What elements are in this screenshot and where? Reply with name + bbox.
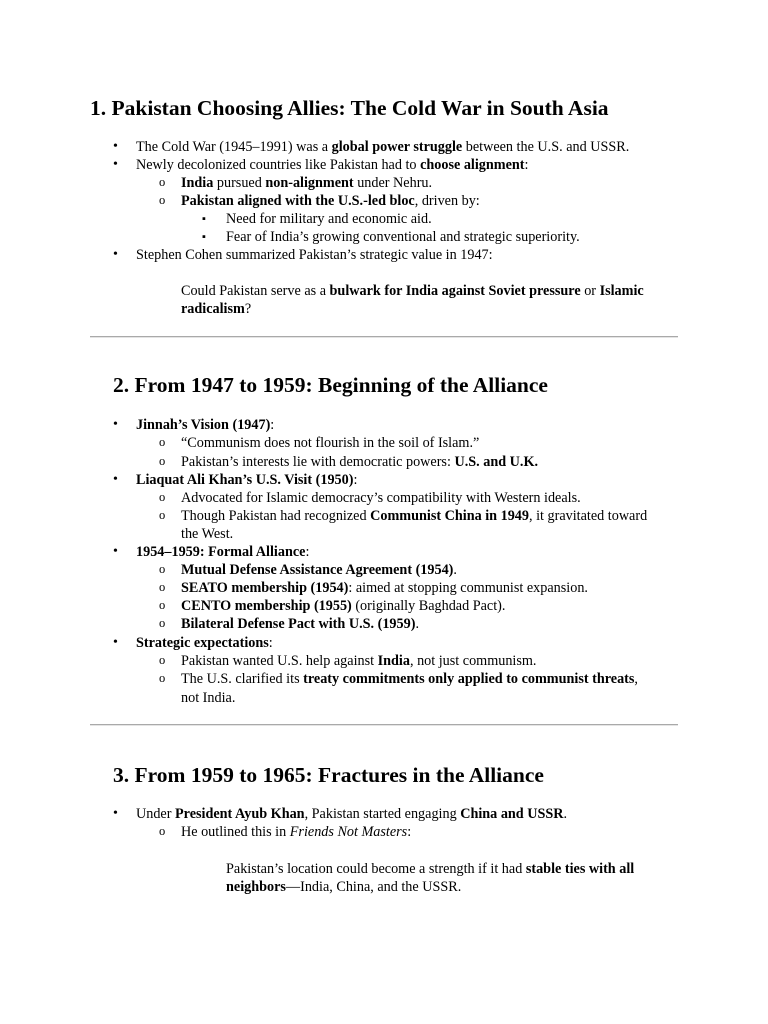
bullet-item: • The Cold War (1945–1991) was a global power struggle between the U.S. and USSR. xyxy=(136,138,629,156)
sub-sub-bullet-item: ▪ Need for military and economic aid. xyxy=(226,210,432,228)
sub-bullet-item: o “Communism does not flourish in the soil of Islam.” xyxy=(181,434,479,452)
section-heading: 3. From 1959 to 1965: Fractures in the Alliance xyxy=(113,763,544,787)
sub-bullet-continuation: the West. xyxy=(181,526,234,542)
section-divider xyxy=(90,724,678,726)
sub-sub-bullet-item: ▪ Fear of India’s growing conventional and strategic superiority. xyxy=(226,228,580,246)
blockquote-line: Could Pakistan serve as a bulwark for India against Soviet pressure or Islamic xyxy=(181,283,644,299)
sub-bullet-item: o He outlined this in Friends Not Masters: xyxy=(181,823,411,841)
blockquote-line: Pakistan’s location could become a strength if it had stable ties with all xyxy=(226,861,635,877)
section-heading: 2. From 1947 to 1959: Beginning of the Alliance xyxy=(113,373,548,397)
bullet-item: • 1954–1959: Formal Alliance: xyxy=(136,543,309,561)
sub-bullet-continuation: not India. xyxy=(181,690,236,706)
bullet-item: • Under President Ayub Khan, Pakistan started engaging China and USSR. xyxy=(136,805,567,823)
sub-bullet-item: o India pursued non-alignment under Nehru. xyxy=(181,174,432,192)
bullet-item: • Liaquat Ali Khan’s U.S. Visit (1950): xyxy=(136,471,357,489)
blockquote-line: neighbors—India, China, and the USSR. xyxy=(226,879,462,895)
blockquote-line: radicalism? xyxy=(181,301,252,317)
sub-bullet-item: o Pakistan aligned with the U.S.-led bloc, driven by: xyxy=(181,192,480,210)
sub-bullet-item: o Advocated for Islamic democracy’s compatibility with Western ideals. xyxy=(181,489,581,507)
sub-bullet-item: o Pakistan’s interests lie with democratic powers: U.S. and U.K. xyxy=(181,453,538,471)
sub-bullet-item: o Pakistan wanted U.S. help against India, not just communism. xyxy=(181,652,536,670)
sub-bullet-item: o Bilateral Defense Pact with U.S. (1959). xyxy=(181,615,419,633)
sub-bullet-item: o Mutual Defense Assistance Agreement (1954). xyxy=(181,561,457,579)
sub-bullet-item: o The U.S. clarified its treaty commitments only applied to communist threats, xyxy=(181,670,638,688)
sub-bullet-item: o Though Pakistan had recognized Communist China in 1949, it gravitated toward xyxy=(181,507,647,525)
bullet-item: • Newly decolonized countries like Pakistan had to choose alignment: xyxy=(136,156,528,174)
bullet-item: • Strategic expectations: xyxy=(136,634,273,652)
bullet-item: • Stephen Cohen summarized Pakistan’s strategic value in 1947: xyxy=(136,246,493,264)
bullet-item: • Jinnah’s Vision (1947): xyxy=(136,416,274,434)
sub-bullet-item: o CENTO membership (1955) (originally Baghdad Pact). xyxy=(181,597,505,615)
section-heading: 1. Pakistan Choosing Allies: The Cold War in South Asia xyxy=(90,96,609,120)
sub-bullet-item: o SEATO membership (1954): aimed at stopping communist expansion. xyxy=(181,579,588,597)
section-divider xyxy=(90,336,678,338)
